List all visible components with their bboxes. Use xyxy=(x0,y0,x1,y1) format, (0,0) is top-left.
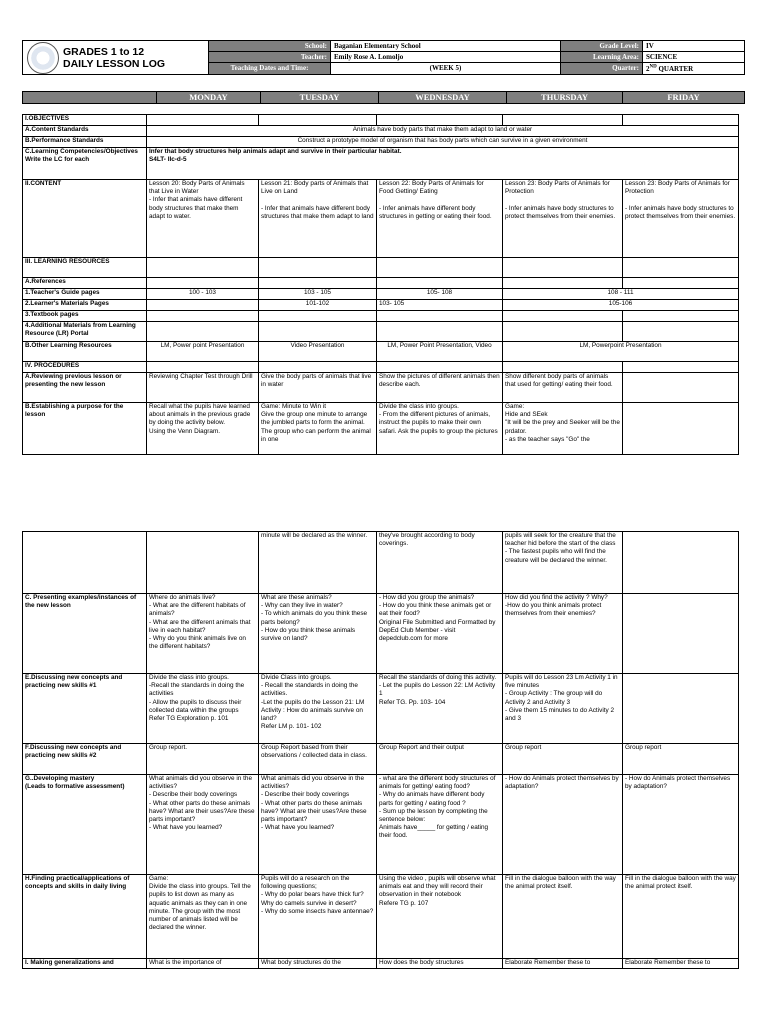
empty-cell xyxy=(503,362,623,373)
h-friday: Fill in the dialogue balloon with the way the animal protect itself. xyxy=(623,875,739,959)
other-monday: LM, Power point Presentation xyxy=(147,342,259,362)
content-label: II.CONTENT xyxy=(23,180,147,258)
i-tuesday: What body structures do the xyxy=(259,959,377,969)
competencies-label: C.Learning Competencies/Objectives Write the LC for each xyxy=(23,148,147,180)
presenting-examples-label: C. Presenting examples/instances of the new lesson xyxy=(23,594,147,674)
cont-tuesday: minute will be declared as the winner. xyxy=(259,532,377,594)
empty-cell xyxy=(623,403,739,455)
g-tuesday: What animals did you observe in the activities? - Describe their body coverings - What other parts do these animals have? What are their uses?Are these parts important? - What have you learned? xyxy=(259,775,377,875)
empty-cell xyxy=(23,532,147,594)
competencies: Infer that body structures help animals adapt and survive in their particular habitat. S4LT- IIc-d-5 xyxy=(147,148,739,180)
empty-cell xyxy=(503,322,623,342)
empty-cell xyxy=(623,532,739,594)
empty-cell xyxy=(259,362,377,373)
practical-applications-label: H.Finding practical/applications of concepts and skills in daily living xyxy=(23,875,147,959)
e-tuesday: Divide Class into groups. - Recall the standards in doing the activities. -Let the pupils do the Lesson 21: LM Activity : How do animals survive on land? Refer LM p. 101- 102 xyxy=(259,674,377,744)
generalizations-label: I. Making generalizations and xyxy=(23,959,147,969)
f-monday: Group report. xyxy=(147,744,259,775)
purpose-thursday: Game: Hide and SEek "It will be the prey and Seeker will be the prdator. - as the teacher says "Go" the xyxy=(503,403,623,455)
objectives-label: I.OBJECTIVES xyxy=(23,115,147,126)
empty-cell xyxy=(259,322,377,342)
tg-wednesday: 105- 108 xyxy=(377,289,503,300)
day-tuesday: TUESDAY xyxy=(261,92,379,104)
quarter-value xyxy=(643,63,745,75)
dates-value: (WEEK 5) xyxy=(331,63,561,75)
area-label: Learning Area: xyxy=(561,52,643,63)
f-wednesday: Group Report and their output xyxy=(377,744,503,775)
page-header xyxy=(22,40,744,86)
review-tuesday: Give the body parts of animals that live in water xyxy=(259,373,377,403)
other-tuesday: Video Presentation xyxy=(259,342,377,362)
day-wednesday: WEDNESDAY xyxy=(379,92,507,104)
quarter-text: 2ND QUARTER xyxy=(646,65,694,74)
lm-thursday-friday: 105-106 xyxy=(503,300,739,311)
empty-cell xyxy=(623,311,739,322)
h-monday: Game: Divide the class into groups. Tell the pupils to list down as many as aquatic animals as they can in one minute. The group with the most number of animals listed will be declared the winner. xyxy=(147,875,259,959)
empty-cell xyxy=(623,322,739,342)
day-monday: MONDAY xyxy=(157,92,261,104)
empty-cell xyxy=(147,362,259,373)
empty-cell xyxy=(377,322,503,342)
lesson-table-page2 xyxy=(22,531,738,969)
i-thursday: Elaborate Remember these to xyxy=(503,959,623,969)
f-friday: Group report xyxy=(623,744,739,775)
empty-cell xyxy=(147,258,259,278)
empty-cell xyxy=(503,278,623,289)
tg-thursday-friday: 108 - 111 xyxy=(503,289,739,300)
references-label: A.References xyxy=(23,278,147,289)
deped-seal-icon xyxy=(27,42,59,74)
cont-thursday: pupils will seek for the creature that the teacher hid before the start of the class - The fastest pupils who will find the creature will be declared the winner. xyxy=(503,532,623,594)
empty-cell xyxy=(623,278,739,289)
empty-cell xyxy=(503,311,623,322)
dates-label: Teaching Dates and Time: xyxy=(209,63,331,75)
empty-cell xyxy=(147,300,259,311)
empty-cell xyxy=(259,258,377,278)
title-cell xyxy=(23,41,209,75)
empty-cell xyxy=(503,115,623,126)
e-monday: Divide the class into groups. -Recall the standards in doing the activities - Allow the pupils to discuss their collected data within the groups Refer TG Exploration p. 101 xyxy=(147,674,259,744)
days-corner xyxy=(23,92,157,104)
content-monday: Lesson 20: Body Parts of Animals that Live in Water - Infer that animals have different body structures that make them adapt to water. xyxy=(147,180,259,258)
content-thursday: Lesson 23: Body Parts of Animals for Protection - Infer animals have body structures to protect themselves from their enemies. xyxy=(503,180,623,258)
discussing-2-label: F.Discussing new concepts and practicing new skills #2 xyxy=(23,744,147,775)
empty-cell xyxy=(623,373,739,403)
purpose-tuesday: Game: Minute to Win it Give the group one minute to arrange the jumbled parts to form the animal. The group who can perform the animal in one xyxy=(259,403,377,455)
resources-label: III. LEARNING RESOURCES xyxy=(23,258,147,278)
lesson-table-page1 xyxy=(22,114,738,455)
empty-cell xyxy=(623,362,739,373)
empty-cell xyxy=(259,115,377,126)
tg-monday: 100 - 103 xyxy=(147,289,259,300)
e-thursday: Pupils will do Lesson 23 Lm Activity 1 in five minutes - Group Activity : The group will do Activity 2 and Activity 3 - Give them 15 minutes to do Activity 2 and 3 xyxy=(503,674,623,744)
learners-materials-label: 2.Learner's Materials Pages xyxy=(23,300,147,311)
g-thursday: - How do Animals protect themselves by adaptation? xyxy=(503,775,623,875)
c-monday: Where do animals live? - What are the different habitats of animals? - What are the different animals that live in each habitat? - Why do you think animals live on the different habitats? xyxy=(147,594,259,674)
empty-cell xyxy=(377,115,503,126)
other-wednesday: LM, Power Point Presentation, Video xyxy=(377,342,503,362)
performance-standards-label: B.Performance Standards xyxy=(23,137,147,148)
empty-cell xyxy=(503,258,623,278)
other-resources-label: B.Other Learning Resources xyxy=(23,342,147,362)
content-standards-label: A.Content Standards xyxy=(23,126,147,137)
lm-wednesday: 103- 105 xyxy=(377,300,503,311)
empty-cell xyxy=(377,362,503,373)
review-label: A.Reviewing previous lesson or presenting the new lesson xyxy=(23,373,147,403)
empty-cell xyxy=(623,674,739,744)
content-tuesday: Lesson 21: Body parts of Animals that Live on Land - Infer that animals have different body structures that make them adapt to land xyxy=(259,180,377,258)
f-tuesday: Group Report based from their observations / collected data in class. xyxy=(259,744,377,775)
tg-tuesday: 103 - 105 xyxy=(259,289,377,300)
empty-cell xyxy=(147,532,259,594)
empty-cell xyxy=(147,311,259,322)
day-friday: FRIDAY xyxy=(623,92,745,104)
content-friday: Lesson 23: Body Parts of Animals for Protection - Infer animals have body structures to protect themselves from their enemies. xyxy=(623,180,739,258)
review-monday: Reviewing Chapter Test through Drill xyxy=(147,373,259,403)
empty-cell xyxy=(623,594,739,674)
title-line2: DAILY LESSON LOG xyxy=(63,57,166,70)
title-line1: GRADES 1 to 12 xyxy=(63,45,145,58)
textbook-label: 3.Textbook pages xyxy=(23,311,147,322)
procedures-label: IV. PROCEDURES xyxy=(23,362,147,373)
developing-mastery-label: G..Developing mastery (Leads to formative assessment) xyxy=(23,775,147,875)
day-thursday: THURSDAY xyxy=(507,92,623,104)
empty-cell xyxy=(377,278,503,289)
i-monday: What is the importance of xyxy=(147,959,259,969)
other-thursday-friday: LM, Powerpoint Presentation xyxy=(503,342,739,362)
g-monday: What animals did you observe in the activities? - Describe their body coverings - What other parts do these animals have? What are their uses?Are these parts important? - What have you learned? xyxy=(147,775,259,875)
content-standards: Animals have body parts that make them adapt to land or water xyxy=(147,126,739,137)
purpose-monday: Recall what the pupils have learned about animals in the previous grade by doing the activity below. Using the Venn Diagram. xyxy=(147,403,259,455)
content-wednesday: Lesson 22: Body Parts of Animals for Food Getting/ Eating - Infer animals have different body structures in getting or eating their food. xyxy=(377,180,503,258)
empty-cell xyxy=(147,115,259,126)
lm-tuesday: 101-102 xyxy=(259,300,377,311)
review-thursday: Show different body parts of animals that used for getting/ eating their food. xyxy=(503,373,623,403)
purpose-wednesday: Divide the class into groups. - From the different pictures of animals, instruct the pupils to make their own safari. Ask the pupils to group the pictures xyxy=(377,403,503,455)
school-label: School: xyxy=(209,41,331,52)
c-wednesday: - How did you group the animals? - How do you think these animals get or eat their food? Original File Submitted and Formatted by DepEd Club Member - visit depedclub.com for more xyxy=(377,594,503,674)
days-bar xyxy=(22,91,744,104)
empty-cell xyxy=(623,258,739,278)
g-friday: - How do Animals protect themselves by adaptation? xyxy=(623,775,739,875)
empty-cell xyxy=(147,278,259,289)
empty-cell xyxy=(623,115,739,126)
grade-label: Grade Level: xyxy=(561,41,643,52)
grade-value: IV xyxy=(643,41,745,52)
e-wednesday: Recall the standards of doing this activity. - Let the pupils do Lesson 22: LM Activity 1 Refer TG. Pp. 103- 104 xyxy=(377,674,503,744)
teacher-value: Emily Rose A. Lomoljo xyxy=(331,52,561,63)
h-thursday: Fill in the dialogue balloon with the way the animal protect itself. xyxy=(503,875,623,959)
empty-cell xyxy=(377,311,503,322)
school-value: Baganian Elementary School xyxy=(331,41,561,52)
f-thursday: Group report xyxy=(503,744,623,775)
area-value: SCIENCE xyxy=(643,52,745,63)
discussing-1-label: E.Discussing new concepts and practicing new skills #1 xyxy=(23,674,147,744)
c-thursday: How did you find the activity ? Why? -How do you think animals protect themselves from their enemies? xyxy=(503,594,623,674)
empty-cell xyxy=(147,322,259,342)
teacher-label: Teacher: xyxy=(209,52,331,63)
empty-cell xyxy=(259,311,377,322)
empty-cell xyxy=(259,278,377,289)
quarter-label: Quarter: xyxy=(561,63,643,75)
performance-standards: Construct a prototype model of organism that has body parts which can survive in a given environment xyxy=(147,137,739,148)
cont-wednesday: they've brought according to body coverings. xyxy=(377,532,503,594)
i-friday: Elaborate Remember these to xyxy=(623,959,739,969)
additional-materials-label: 4.Additional Materials from Learning Resource (LR) Portal xyxy=(23,322,147,342)
c-tuesday: What are these animals? - Why can they live in water? - To which animals do you think these parts belong? - How do you think these animals survive on land? xyxy=(259,594,377,674)
g-wednesday: - what are the different body structures of animals for getting/ eating food? - Why do animals have different body parts for getting / eating food ? - Sum up the lesson by completing the sentence below: Animals have_____ for getting / eating their food. xyxy=(377,775,503,875)
h-wednesday: Using the video , pupils will observe what animals eat and they will record their observation in their notebook Refere TG p. 107 xyxy=(377,875,503,959)
empty-cell xyxy=(377,258,503,278)
teachers-guide-label: 1.Teacher's Guide pages xyxy=(23,289,147,300)
i-wednesday: How does the body structures xyxy=(377,959,503,969)
purpose-label: B.Establishing a purpose for the lesson xyxy=(23,403,147,455)
h-tuesday: Pupils will do a research on the following questions; - Why do polar bears have thick fur? Why do camels survive in desert? - Why do some insects have antennae? xyxy=(259,875,377,959)
review-wednesday: Show the pictures of different animals then describe each. xyxy=(377,373,503,403)
